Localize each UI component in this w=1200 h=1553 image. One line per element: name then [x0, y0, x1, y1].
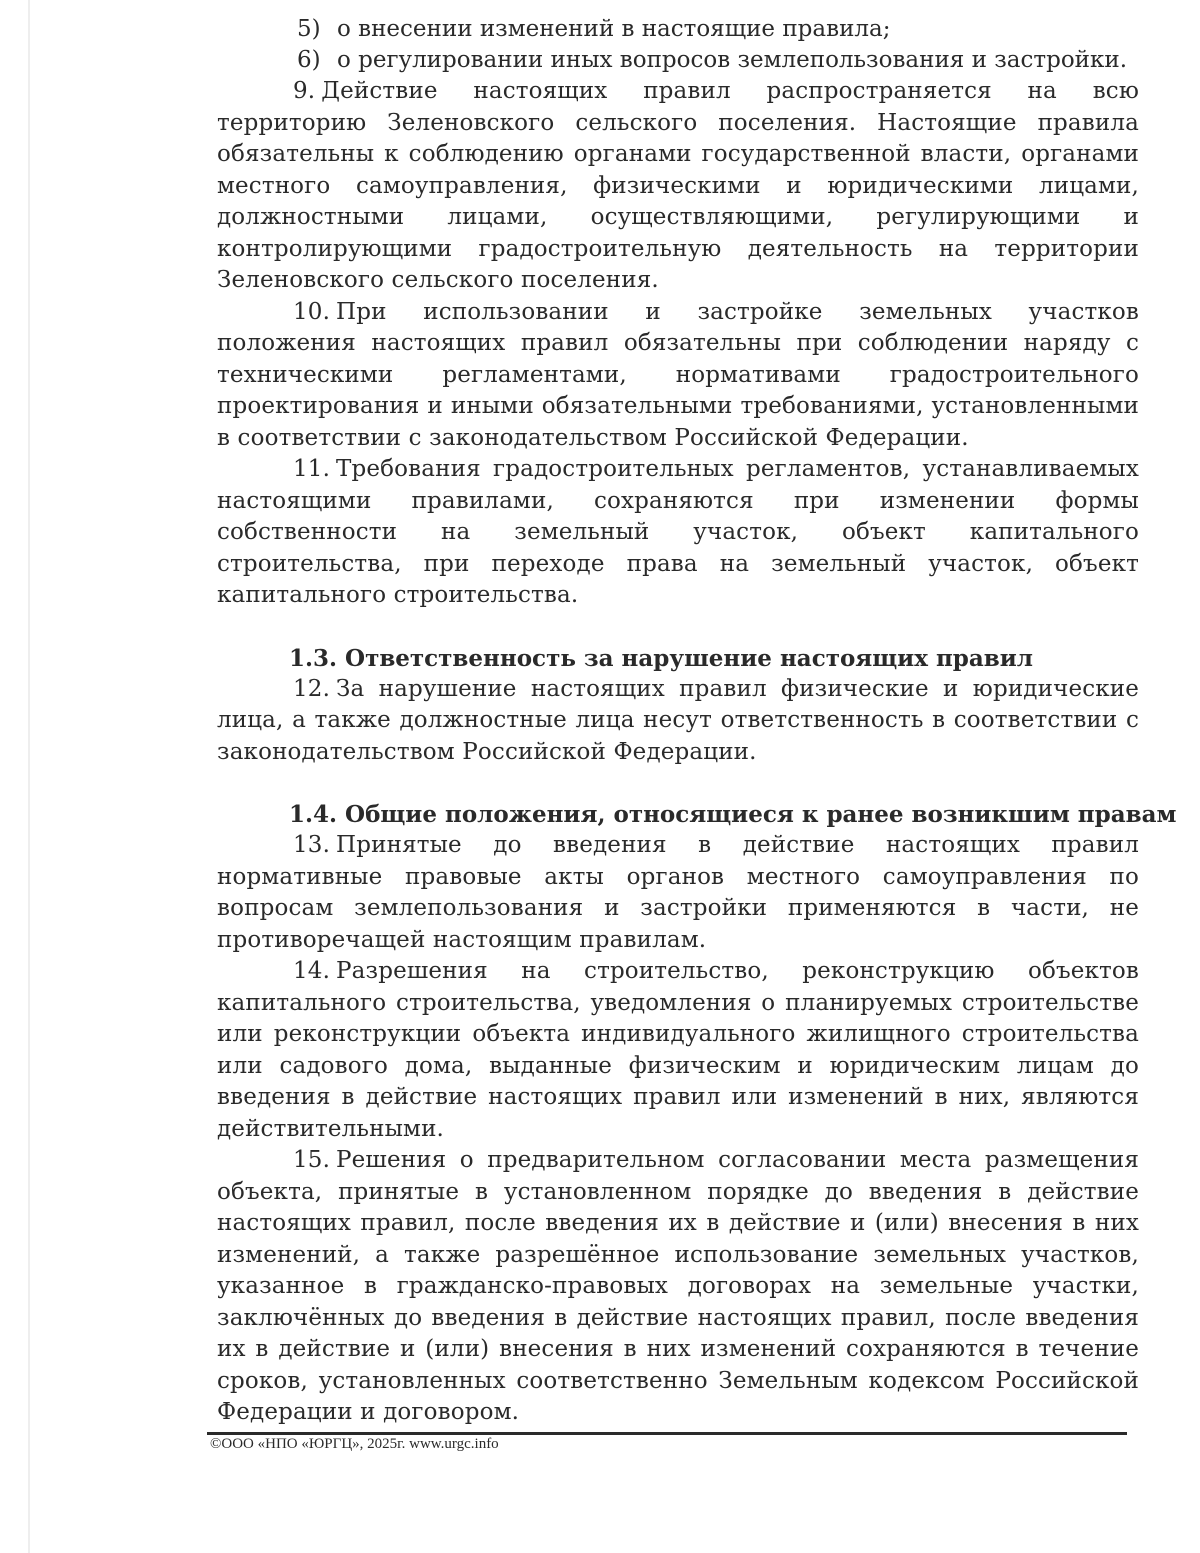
paragraph-text: Разрешения на строительство, реконструкцию объектов капитального строительства, уведомления о планируемых строительстве или реконструкции объекта индивидуального жилищного строительства или садового дома, выданные физическим и юридическим лицам до введения в действие настоящих правил или изменений в них, являются действительными. — [217, 958, 1139, 1142]
footer-copyright: ©ООО «НПО «ЮРГЦ», 2025г. www.urgc.info — [210, 1436, 499, 1452]
list-item-text: о регулировании иных вопросов землепользования и застройки. — [337, 47, 1128, 73]
paragraph-text: За нарушение настоящих правил физические и юридические лица, а также должностные лица несут ответственность в соответствии с законодательством Российской Федерации. — [217, 675, 1139, 765]
paragraph-10 — [217, 297, 1139, 455]
paragraph-number: 12. — [293, 675, 331, 702]
paragraph-number: 13. — [293, 832, 331, 858]
paragraph-text: При использовании и застройке земельных участков положения настоящих правил обязательны при соблюдении наряду с техническими регламентами, нормативами градостроительного проектирования и иными обязательными требованиями, установленными в соответствии с законодательством Российской Федерации. — [217, 298, 1139, 451]
list-item-number: 6) — [297, 47, 321, 73]
paragraph-text: Действие настоящих правил распространяется на всю территорию Зеленовского сельского поселения. Настоящие правила обязательны к соблюдению органами государственной власти, органами местного самоуправления, физическими и юридическими лицами, должностными лицами, осуществляющими, регулирующими и контролирующими градостроительную деятельность на территории Зеленовского сельского поселения. — [217, 78, 1139, 293]
paragraph-15 — [217, 1145, 1139, 1429]
section-heading-1-3: 1.3. Ответственность за нарушение настоящих правил — [289, 644, 1034, 672]
paragraph-number: 10. — [293, 298, 331, 325]
paragraph-number: 11. — [293, 456, 331, 482]
paragraph-11 — [217, 454, 1139, 612]
paragraph-text: Принятые до введения в действие настоящих правил нормативные правовые акты органов местного самоуправления по вопросам землепользования и застройки применяются в части, не противоречащей настоящим правилам. — [217, 832, 1139, 953]
paragraph-12 — [217, 674, 1139, 769]
section-heading-1-4: 1.4. Общие положения, относящиеся к ранее возникшим правам — [289, 801, 1177, 828]
list-item-number: 5) — [297, 16, 321, 42]
footer-divider — [207, 1432, 1127, 1435]
list-item-text: о внесении изменений в настоящие правила; — [337, 16, 891, 42]
paragraph-number: 14. — [293, 958, 331, 984]
scan-edge-line — [28, 0, 30, 1553]
list-item-5 — [297, 14, 1139, 45]
section-spacer — [217, 612, 1139, 643]
paragraph-text: Решения о предварительном согласовании места размещения объекта, принятые в установленном порядке до введения в действие настоящих правил, после введения их в действие и (или) внесения в них изменений, а также разрешённое использование земельных участков, указанное в гражданско-правовых договорах на земельные участки, заключённых до введения в действие настоящих правил, после введения их в действие и (или) внесения в них изменений сохраняются в течение сроков, установленных соответственно Земельным кодексом Российской Федерации и договором. — [217, 1147, 1139, 1425]
paragraph-number: 9. — [293, 78, 316, 104]
paragraph-14 — [217, 956, 1139, 1145]
paragraph-13 — [217, 830, 1139, 956]
paragraph-number: 15. — [293, 1147, 331, 1173]
section-spacer — [217, 768, 1139, 799]
document-page — [217, 14, 1177, 1429]
list-item-6 — [297, 45, 1139, 76]
paragraph-text: Требования градостроительных регламентов, устанавливаемых настоящими правилами, сохраняются при изменении формы собственности на земельный участок, объект капитального строительства, при переходе права на земельный участок, объект капитального строительства. — [217, 456, 1139, 608]
paragraph-9 — [217, 76, 1139, 297]
